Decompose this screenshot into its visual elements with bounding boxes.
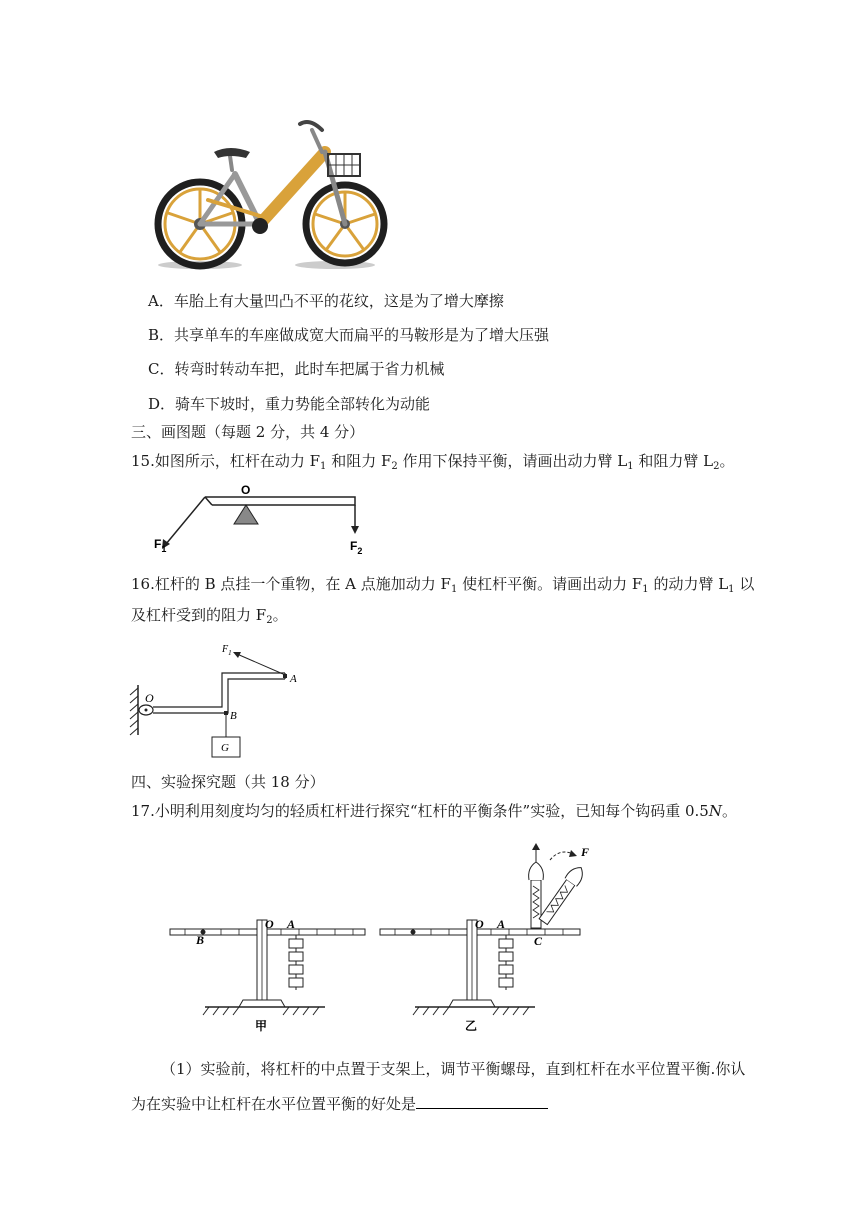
option-text: 转弯时转动车把，此时车把属于省力机械: [174, 360, 445, 378]
point-a-label: A: [290, 673, 297, 685]
q17-unit: N: [708, 802, 722, 820]
force-sub: 1: [161, 544, 167, 554]
q16-text: 使杠杆平衡。请画出动力 F: [457, 575, 643, 593]
q15-text: 。: [719, 452, 735, 470]
option-letter: A．: [148, 292, 174, 310]
q16-text: 以: [734, 575, 755, 593]
option-d: [148, 394, 430, 414]
label-o: O: [475, 917, 484, 931]
q17-text: 17.小明利用刻度均匀的轻质杠杆进行探究“杠杆的平衡条件”实验，已知每个钩码重 0.5: [131, 802, 709, 820]
question-15: [131, 451, 735, 471]
option-text: 车胎上有大量凹凸不平的花纹，这是为了增大摩擦: [173, 292, 504, 310]
option-letter: D．: [148, 395, 176, 413]
question-17-sub1-line1: （1）实验前，将杠杆的中点置于支架上，调节平衡螺母，直到杠杆在水平位置平衡.你认: [161, 1060, 746, 1078]
answer-blank[interactable]: [416, 1093, 548, 1109]
label-b: B: [196, 933, 205, 947]
svg-text:F1: [221, 644, 232, 657]
force-label: F: [222, 644, 229, 655]
q16-text: 及杠杆受到的阻力 F: [131, 606, 267, 624]
q15-sub: 2: [713, 461, 720, 472]
force-label: F: [350, 539, 358, 553]
q15-text: 和阻力 F: [326, 452, 392, 470]
weight-g-label: G: [221, 742, 229, 754]
q17-text: 为在实验中让杠杆在水平位置平衡的好处是: [131, 1095, 417, 1113]
q16-sub: 1: [642, 584, 649, 595]
label-a: A: [287, 917, 296, 931]
q16-sub: 1: [450, 584, 458, 595]
pivot-o-label: O: [145, 691, 154, 705]
q15-text: 作用下保持平衡，请画出动力臂 L: [397, 452, 628, 470]
pivot-label: O: [241, 483, 251, 497]
label-o: O: [265, 917, 274, 931]
force-sub: 2: [357, 546, 363, 556]
svg-text:F2: [350, 539, 362, 556]
setup-jia: [170, 917, 365, 1033]
question-16-line2: [131, 605, 288, 625]
setup-yi: [380, 843, 589, 1033]
label-jia: 甲: [255, 1019, 268, 1033]
q17-text: 。: [721, 802, 737, 820]
question-17-sub1-line2: [131, 1093, 548, 1114]
question-17: [131, 801, 737, 821]
option-text: 共享单车的车座做成宽大而扁平的马鞍形是为了增大压强: [174, 326, 550, 344]
q16-text: 的动力臂 L: [648, 575, 729, 593]
option-letter: C．: [148, 360, 175, 378]
q16-sub: 2: [266, 615, 273, 626]
q15-sub: 1: [320, 461, 327, 472]
question-16-line1: [131, 574, 754, 594]
point-b-label: B: [230, 710, 237, 722]
q16-text: 。: [272, 606, 288, 624]
section-heading-drawing: 三、画图题（每题 2 分，共 4 分）: [131, 423, 365, 441]
option-letter: B．: [148, 326, 175, 344]
section-heading-experiment: 四、实验探究题（共 18 分）: [131, 773, 325, 791]
q15-lever-figure: [150, 482, 380, 562]
force-sub: 1: [228, 649, 232, 657]
label-a: A: [497, 917, 506, 931]
label-yi: 乙: [465, 1019, 478, 1033]
option-b: [148, 325, 549, 345]
label-f: F: [581, 845, 590, 859]
q16-text: 16.杠杆的 B 点挂一个重物，在 A 点施加动力 F: [131, 575, 451, 593]
bicycle-figure: [150, 112, 395, 272]
label-c: C: [534, 934, 543, 948]
option-text: 骑车下坡时，重力势能全部转化为动能: [175, 395, 431, 413]
q15-text: 和阻力臂 L: [633, 452, 714, 470]
option-a: [148, 291, 504, 311]
force-label: F: [154, 537, 162, 551]
svg-text:F1: [154, 537, 166, 554]
q15-sub: 2: [391, 461, 398, 472]
q16-lever-figure: [125, 640, 315, 762]
q15-sub: 1: [627, 461, 634, 472]
option-c: [148, 359, 445, 379]
q15-text: 15.如图所示，杠杆在动力 F: [131, 452, 321, 470]
q17-experiment-figure: [165, 840, 590, 1050]
q16-sub: 1: [728, 584, 735, 595]
